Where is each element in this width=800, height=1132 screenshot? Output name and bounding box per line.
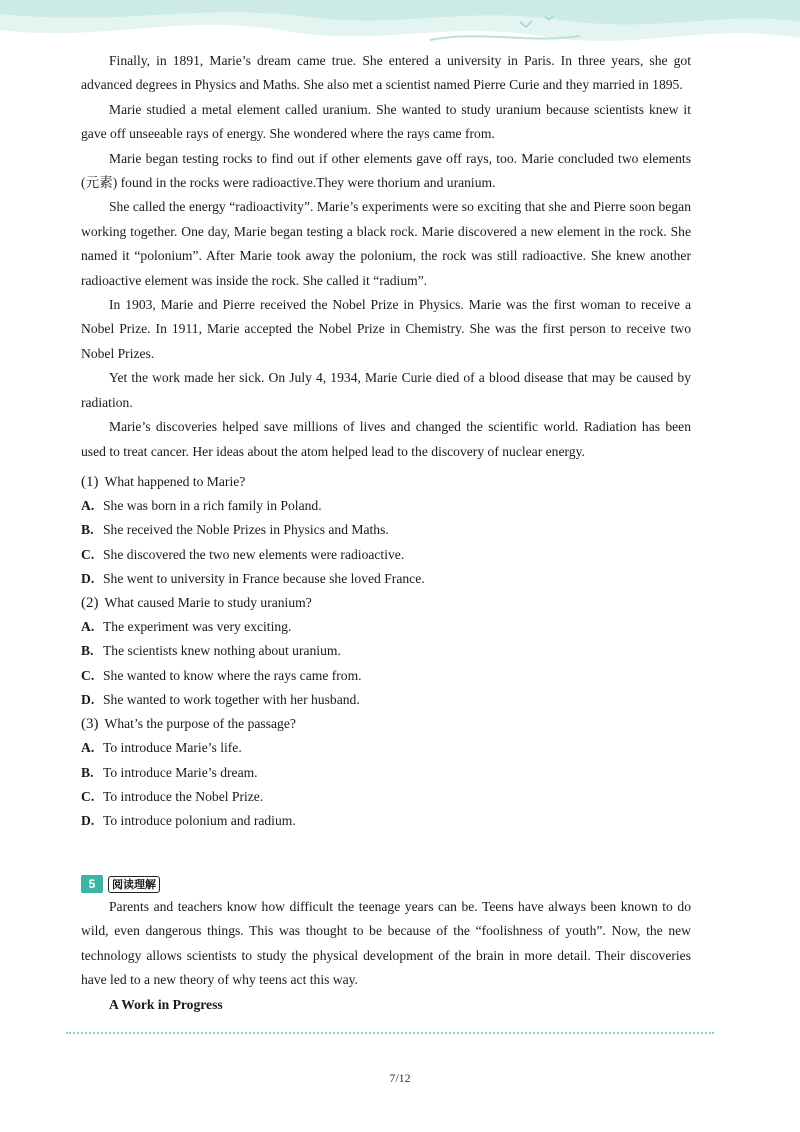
option-text: The scientists knew nothing about uranium.	[103, 643, 341, 659]
option-letter: A.	[81, 497, 95, 513]
answer-option[interactable]	[81, 761, 691, 785]
option-letter: D.	[81, 691, 95, 707]
answer-option[interactable]	[81, 494, 691, 518]
option-text: To introduce polonium and radium.	[103, 813, 296, 829]
answer-option[interactable]	[81, 688, 691, 712]
passage-paragraph: In 1903, Marie and Pierre received the Nobel Prize in Physics. Marie was the first woman to receive a Nobel Prize. In 1911, Marie accepted the Nobel Prize in Chemistry. She was the first person to receive two Nobel Prizes.	[81, 297, 691, 361]
option-text: To introduce the Nobel Prize.	[103, 788, 264, 804]
passage-paragraph: Finally, in 1891, Marie’s dream came true. She entered a university in Paris. In three years, she got advanced degrees in Physics and Maths. She also met a scientist named Pierre Curie and they married in 1895.	[81, 53, 691, 93]
passage-paragraph: Yet the work made her sick. On July 4, 1934, Marie Curie died of a blood disease that may be caused by radiation.	[81, 370, 691, 410]
passage-paragraph: Marie began testing rocks to find out if other elements gave off rays, too. Marie concluded two elements (元素) found in the rocks were radioactive.They were thorium and uranium.	[81, 150, 691, 191]
reading-section-5	[81, 895, 691, 1017]
option-letter: B.	[81, 522, 94, 538]
question-stem	[81, 470, 691, 494]
option-letter: B.	[81, 643, 94, 659]
question-3	[81, 712, 691, 833]
question-number: (2)	[81, 595, 99, 612]
option-text: The experiment was very exciting.	[103, 619, 292, 635]
option-text: To introduce Marie’s dream.	[103, 764, 258, 780]
section-type-label: 阅读理解	[108, 876, 160, 893]
question-stem	[81, 591, 691, 615]
passage-section	[81, 49, 691, 833]
option-text: She wanted to work together with her husband.	[103, 691, 360, 707]
passage-paragraph: She called the energy “radioactivity”. Marie’s experiments were so exciting that she and Pierre soon began working together. One day, Marie began testing a black rock. Marie discovered a new element in the rock. She named it “polonium”. After Marie took away the polonium, the rock was still radioactive. She knew another radioactive element was inside the rock. She called it “radium”.	[81, 199, 691, 288]
passage-paragraph: Marie’s discoveries helped save millions of lives and changed the scientific world. Radiation has been used to treat cancer. Her ideas about the atom helped lead to the discovery of nuclear energy.	[81, 419, 691, 459]
option-letter: B.	[81, 764, 94, 780]
option-text: She discovered the two new elements were radioactive.	[103, 546, 405, 562]
question-1	[81, 470, 691, 591]
option-letter: C.	[81, 667, 95, 683]
passage-paragraph: Marie studied a metal element called uranium. She wanted to study uranium because scientists knew it gave off unseeable rays of energy. She wondered where the rays came from.	[81, 101, 691, 142]
question-2	[81, 591, 691, 712]
question-list	[81, 470, 691, 834]
option-letter: A.	[81, 740, 95, 756]
option-text: She received the Noble Prizes in Physics and Maths.	[103, 522, 389, 538]
option-letter: C.	[81, 788, 95, 804]
passage-subtitle: A Work in Progress	[109, 996, 223, 1012]
question-text: What happened to Marie?	[104, 473, 246, 489]
option-letter: D.	[81, 570, 95, 586]
answer-option[interactable]	[81, 785, 691, 809]
option-text: To introduce Marie’s life.	[103, 740, 242, 756]
option-letter: A.	[81, 619, 95, 635]
question-text: What’s the purpose of the passage?	[104, 716, 296, 732]
question-number: (1)	[81, 473, 99, 490]
option-letter: C.	[81, 546, 95, 562]
answer-option[interactable]	[81, 518, 691, 542]
section-header	[81, 875, 160, 893]
option-text: She wanted to know where the rays came from.	[103, 667, 362, 683]
question-stem	[81, 712, 691, 736]
question-text: What caused Marie to study uranium?	[104, 595, 312, 611]
option-letter: D.	[81, 813, 95, 829]
option-text: She went to university in France because she loved France.	[103, 570, 425, 586]
question-number: (3)	[81, 716, 99, 733]
footer-divider	[66, 1032, 714, 1034]
passage-paragraph: Parents and teachers know how difficult the teenage years can be. Teens have always been known to do wild, even dangerous things. This was thought to be because of the “foolishness of youth”. Now, the new technology allows scientists to study the physical development of the brain in more detail. Their discoveries have led to a new theory of why teens act this way.	[81, 899, 691, 988]
answer-option[interactable]	[81, 809, 691, 833]
answer-option[interactable]	[81, 567, 691, 591]
option-text: She was born in a rich family in Poland.	[103, 497, 322, 513]
answer-option[interactable]	[81, 736, 691, 760]
section-number-badge: 5	[81, 875, 103, 893]
answer-option[interactable]	[81, 615, 691, 639]
page-number: 7/12	[389, 1071, 411, 1085]
answer-option[interactable]	[81, 664, 691, 688]
answer-option[interactable]	[81, 639, 691, 663]
answer-option[interactable]	[81, 543, 691, 567]
